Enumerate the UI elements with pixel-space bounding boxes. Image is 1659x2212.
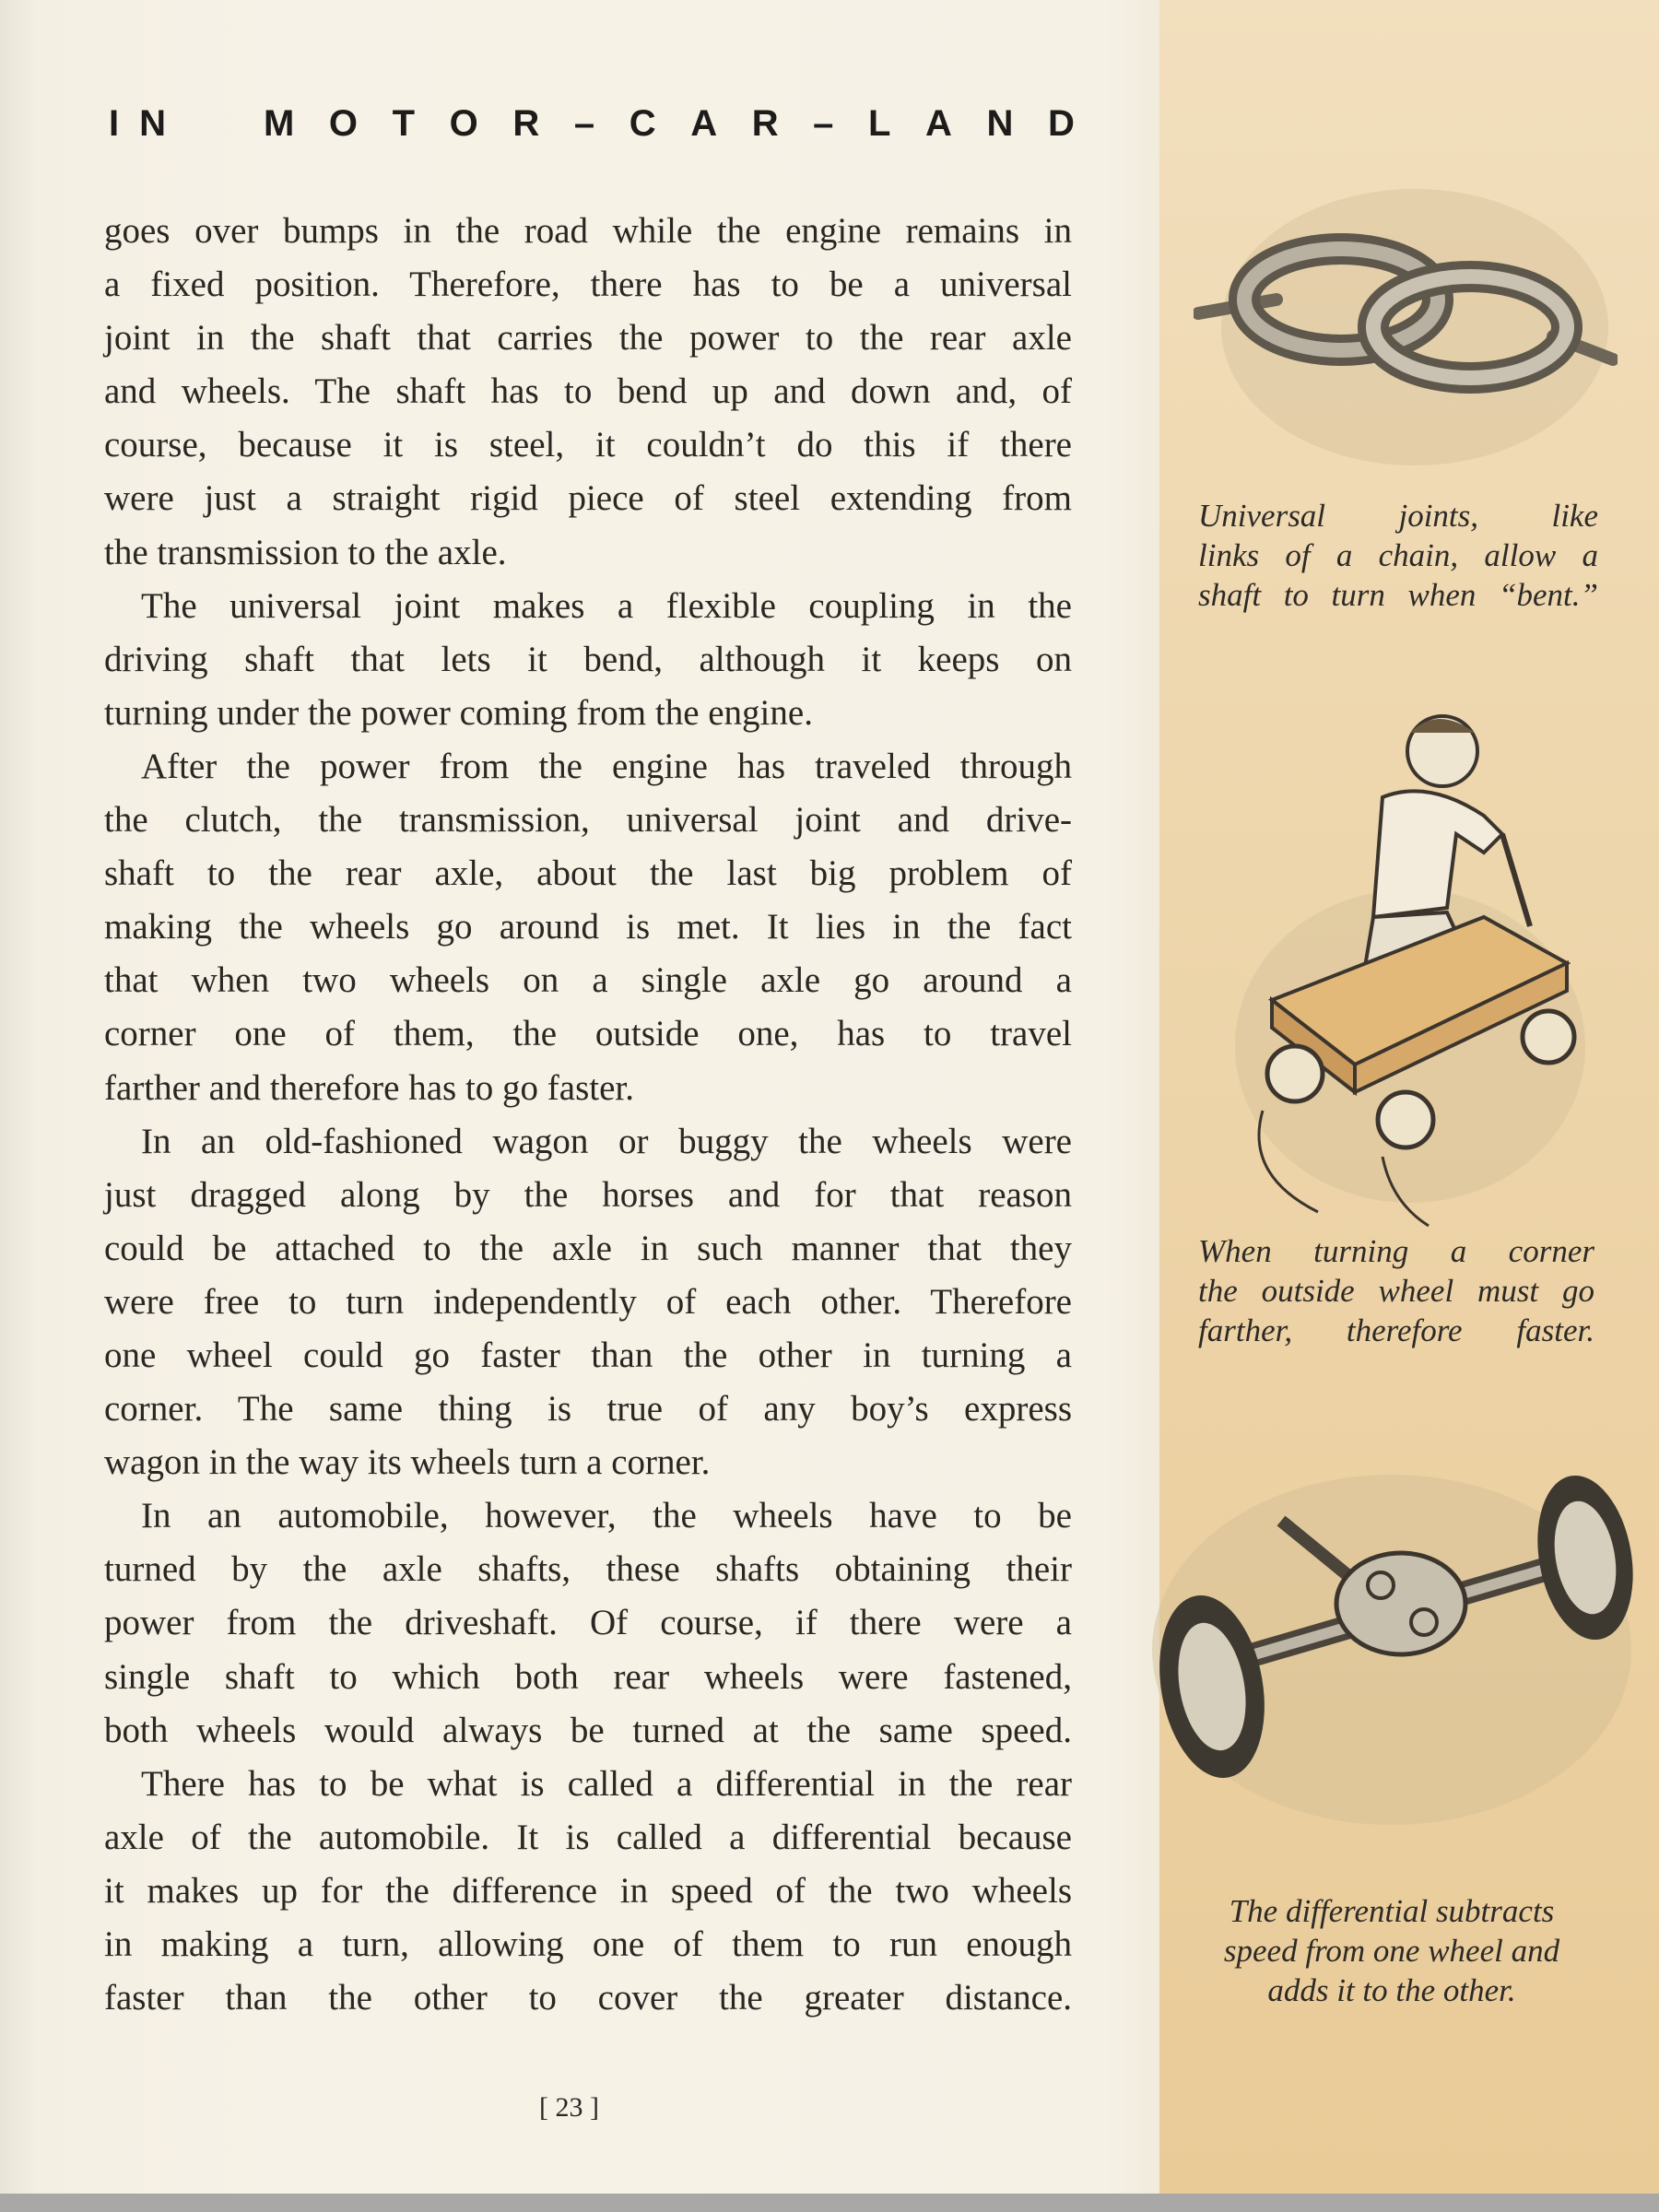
- text-line: corner. The same thing is true of any boy’s express: [104, 1389, 1072, 1430]
- text-line: the clutch, the transmission, universal joint and drive-: [104, 800, 1072, 841]
- text-line: wagon in the way its wheels turn a corner.: [104, 1442, 711, 1483]
- text-line: making the wheels go around is met. It lies in the fact: [104, 907, 1072, 947]
- text-line: The universal joint makes a flexible coupling in the: [141, 585, 1072, 626]
- header-letter: –: [813, 103, 834, 144]
- header-letter: O: [328, 103, 359, 144]
- paragraph: [104, 1758, 1072, 2025]
- text-line: farther and therefore has to go faster.: [104, 1067, 634, 1108]
- header-letter: A: [925, 103, 952, 144]
- text-line: corner one of them, the outside one, has to travel: [104, 1014, 1072, 1054]
- text-line: axle of the automobile. It is called a differential because: [104, 1817, 1072, 1857]
- text-line: power from the driveshaft. Of course, if there were a: [104, 1603, 1072, 1643]
- header-letter: N: [139, 103, 167, 144]
- header-word-motor-car-land: [264, 103, 1075, 145]
- text-line: a fixed position. Therefore, there has to be a universal: [104, 265, 1072, 305]
- paragraph: [104, 580, 1072, 740]
- text-line: both wheels would always be turned at the same speed.: [104, 1710, 1072, 1750]
- chain-links-illustration: [1194, 152, 1618, 484]
- header-letter: R: [751, 103, 779, 144]
- text-line: just dragged along by the horses and for that reason: [104, 1174, 1072, 1215]
- text-line: In an automobile, however, the wheels have to be: [141, 1496, 1072, 1536]
- header-letter: M: [264, 103, 295, 144]
- running-header: [109, 103, 1075, 145]
- header-letter: R: [512, 103, 540, 144]
- header-letter: A: [690, 103, 718, 144]
- header-letter: L: [868, 103, 891, 144]
- body-text: [104, 205, 1072, 2025]
- text-line: in making a turn, allowing one of them to run enough: [104, 1924, 1072, 1964]
- text-line: joint in the shaft that carries the power to the rear axle: [104, 318, 1072, 359]
- text-line: goes over bumps in the road while the engine remains in: [104, 211, 1072, 251]
- text-line: the transmission to the axle.: [104, 532, 507, 572]
- header-letter: N: [986, 103, 1014, 144]
- text-line: In an old-fashioned wagon or buggy the wheels were: [141, 1121, 1072, 1161]
- text-line: course, because it is steel, it couldn’t do this if there: [104, 425, 1072, 465]
- header-letter: C: [629, 103, 656, 144]
- text-line: shaft to the rear axle, about the last big problem of: [104, 853, 1072, 894]
- caption-turning-corner: When turning a corner the outside wheel must go farther, therefore faster.: [1198, 1233, 1594, 1348]
- text-line: single shaft to which both rear wheels were fastened,: [104, 1656, 1072, 1697]
- caption-differential: The differential subtracts speed from one wheel and adds it to the other.: [1223, 1893, 1560, 2008]
- text-line: that when two wheels on a single axle go around a: [104, 960, 1072, 1001]
- paragraph: [104, 740, 1072, 1115]
- text-line: turning under the power coming from the engine.: [104, 692, 813, 733]
- header-letter: T: [392, 103, 416, 144]
- header-word-in: [109, 103, 192, 145]
- text-line: turned by the axle shafts, these shafts obtaining their: [104, 1549, 1072, 1590]
- page-number: [ 23 ]: [539, 2092, 599, 2123]
- header-letter: O: [449, 103, 478, 144]
- text-line: There has to be what is called a differential in the rear: [141, 1763, 1072, 1804]
- scan-edge: [0, 2194, 1659, 2212]
- paragraph: [104, 1115, 1072, 1490]
- text-line: driving shaft that lets it bend, although it keeps on: [104, 639, 1072, 679]
- text-line: one wheel could go faster than the other in turning a: [104, 1335, 1072, 1375]
- header-letter: –: [573, 103, 595, 144]
- text-line: could be attached to the axle in such manner that they: [104, 1228, 1072, 1268]
- header-letter: I: [109, 103, 120, 144]
- text-line: faster than the other to cover the greater distance.: [104, 1978, 1072, 2018]
- boy-in-wagon-illustration: [1207, 696, 1594, 1230]
- rear-axle-differential-illustration: [1143, 1447, 1641, 1853]
- text-line: it makes up for the difference in speed of the two wheels: [104, 1870, 1072, 1911]
- caption-universal-joints: Universal joints, like links of a chain, allow a shaft to turn when “bent.”: [1198, 498, 1598, 613]
- text-line: were free to turn independently of each other. Therefore: [104, 1281, 1072, 1322]
- text-line: and wheels. The shaft has to bend up and down and, of: [104, 371, 1072, 412]
- text-line: were just a straight rigid piece of steel extending from: [104, 478, 1072, 519]
- paragraph: [104, 205, 1072, 580]
- paragraph: [104, 1489, 1072, 1757]
- header-letter: D: [1048, 103, 1075, 144]
- text-line: After the power from the engine has traveled through: [141, 746, 1072, 786]
